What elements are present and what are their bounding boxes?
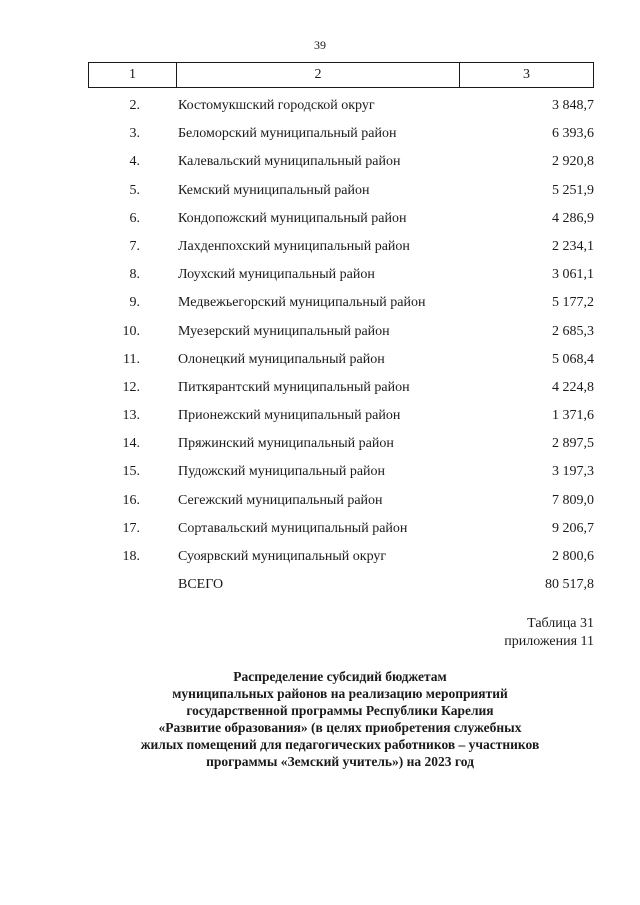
- table-reference: [504, 615, 594, 651]
- table-row: [88, 289, 594, 317]
- row-number: 4.: [129, 154, 140, 170]
- row-value: 5 177,2: [552, 295, 594, 311]
- section-title: [60, 668, 620, 770]
- row-number: 7.: [129, 238, 140, 254]
- row-number: 13.: [122, 408, 140, 424]
- title-line: жилых помещений для педагогических работников – участников: [140, 737, 540, 752]
- table-body: [88, 92, 594, 599]
- row-value: 4 224,8: [552, 379, 594, 395]
- table-row: [88, 571, 594, 599]
- title-line: программы «Земский учитель») на 2023 год: [206, 754, 474, 769]
- row-value: 3 848,7: [552, 98, 594, 113]
- table-row: [88, 515, 594, 543]
- row-value: 2 897,5: [552, 436, 594, 452]
- row-name: Кондопожский муниципальный район: [178, 210, 407, 226]
- row-number: 14.: [122, 436, 140, 452]
- table-row: [88, 402, 594, 430]
- row-value: 2 800,6: [552, 549, 594, 564]
- table-row: [88, 430, 594, 458]
- row-value: 3 061,1: [552, 267, 594, 283]
- row-name: Пряжинский муниципальный район: [178, 436, 394, 452]
- row-number: 9.: [129, 295, 140, 311]
- row-value: 5 068,4: [552, 351, 594, 367]
- table-row: [88, 233, 594, 261]
- table-row: [88, 346, 594, 374]
- row-value: 9 206,7: [552, 520, 594, 536]
- header-col-3: 3: [523, 67, 530, 82]
- row-value: 2 920,8: [552, 154, 594, 170]
- table-ref-line-1: Таблица 31: [527, 616, 594, 631]
- row-number: 15.: [122, 464, 140, 480]
- title-line: муниципальных районов на реализацию мероприятий: [172, 686, 508, 701]
- row-number: 17.: [122, 520, 140, 536]
- title-line: Распределение субсидий бюджетам: [233, 669, 447, 684]
- row-value: 80 517,8: [545, 577, 594, 593]
- row-number: 8.: [129, 267, 140, 283]
- row-number: 5.: [129, 182, 140, 198]
- table-header: [88, 62, 594, 88]
- row-name: Сортавальский муниципальный район: [178, 520, 408, 536]
- row-name: Медвежьегорский муниципальный район: [178, 295, 426, 311]
- row-value: 6 393,6: [552, 126, 594, 142]
- row-name: Олонецкий муниципальный район: [178, 351, 385, 367]
- row-name: Суоярвский муниципальный округ: [178, 549, 387, 564]
- title-line: государственной программы Республики Карелия: [186, 703, 494, 718]
- row-number: 6.: [129, 210, 140, 226]
- table-row: [88, 261, 594, 289]
- row-name: Кемский муниципальный район: [178, 182, 370, 198]
- row-name: ВСЕГО: [178, 577, 224, 593]
- row-value: 2 685,3: [552, 323, 594, 339]
- title-line: «Развитие образования» (в целях приобретения служебных: [158, 720, 522, 735]
- table-row: [88, 487, 594, 515]
- table-row: [88, 543, 594, 571]
- table-ref-line-2: приложения 11: [504, 634, 594, 649]
- row-number: 11.: [123, 351, 140, 367]
- row-value: 4 286,9: [552, 210, 594, 226]
- table-row: [88, 120, 594, 148]
- row-number: 3.: [129, 126, 140, 142]
- table-row: [88, 458, 594, 486]
- row-name: Муезерский муниципальный район: [178, 323, 390, 339]
- row-number: 16.: [122, 492, 140, 508]
- row-name: Лахденпохский муниципальный район: [178, 238, 410, 254]
- row-name: Питкярантский муниципальный район: [178, 379, 410, 395]
- table-row: [88, 148, 594, 176]
- row-value: 5 251,9: [552, 182, 594, 198]
- row-name: Пудожский муниципальный район: [178, 464, 386, 480]
- row-name: Беломорский муниципальный район: [178, 126, 397, 142]
- table-row: [88, 177, 594, 205]
- row-name: Костомукшский городской округ: [178, 98, 375, 113]
- row-number: 2.: [129, 98, 140, 113]
- row-name: Калевальский муниципальный район: [178, 154, 401, 170]
- table-row: [88, 318, 594, 346]
- row-value: 1 371,6: [552, 408, 594, 424]
- table-row: [88, 92, 594, 120]
- page-number: 39: [314, 38, 326, 52]
- row-number: 10.: [122, 323, 140, 339]
- row-value: 2 234,1: [552, 238, 594, 254]
- header-col-1: 1: [89, 63, 177, 87]
- table-row: [88, 374, 594, 402]
- row-value: 3 197,3: [552, 464, 594, 480]
- row-name: Лоухский муниципальный район: [178, 267, 375, 283]
- header-col-2: 2: [177, 63, 460, 87]
- row-number: 18.: [122, 549, 140, 564]
- row-name: Сегежский муниципальный район: [178, 492, 383, 508]
- row-number: 12.: [122, 379, 140, 395]
- table-row: [88, 205, 594, 233]
- row-value: 7 809,0: [552, 492, 594, 508]
- row-name: Прионежский муниципальный район: [178, 408, 401, 424]
